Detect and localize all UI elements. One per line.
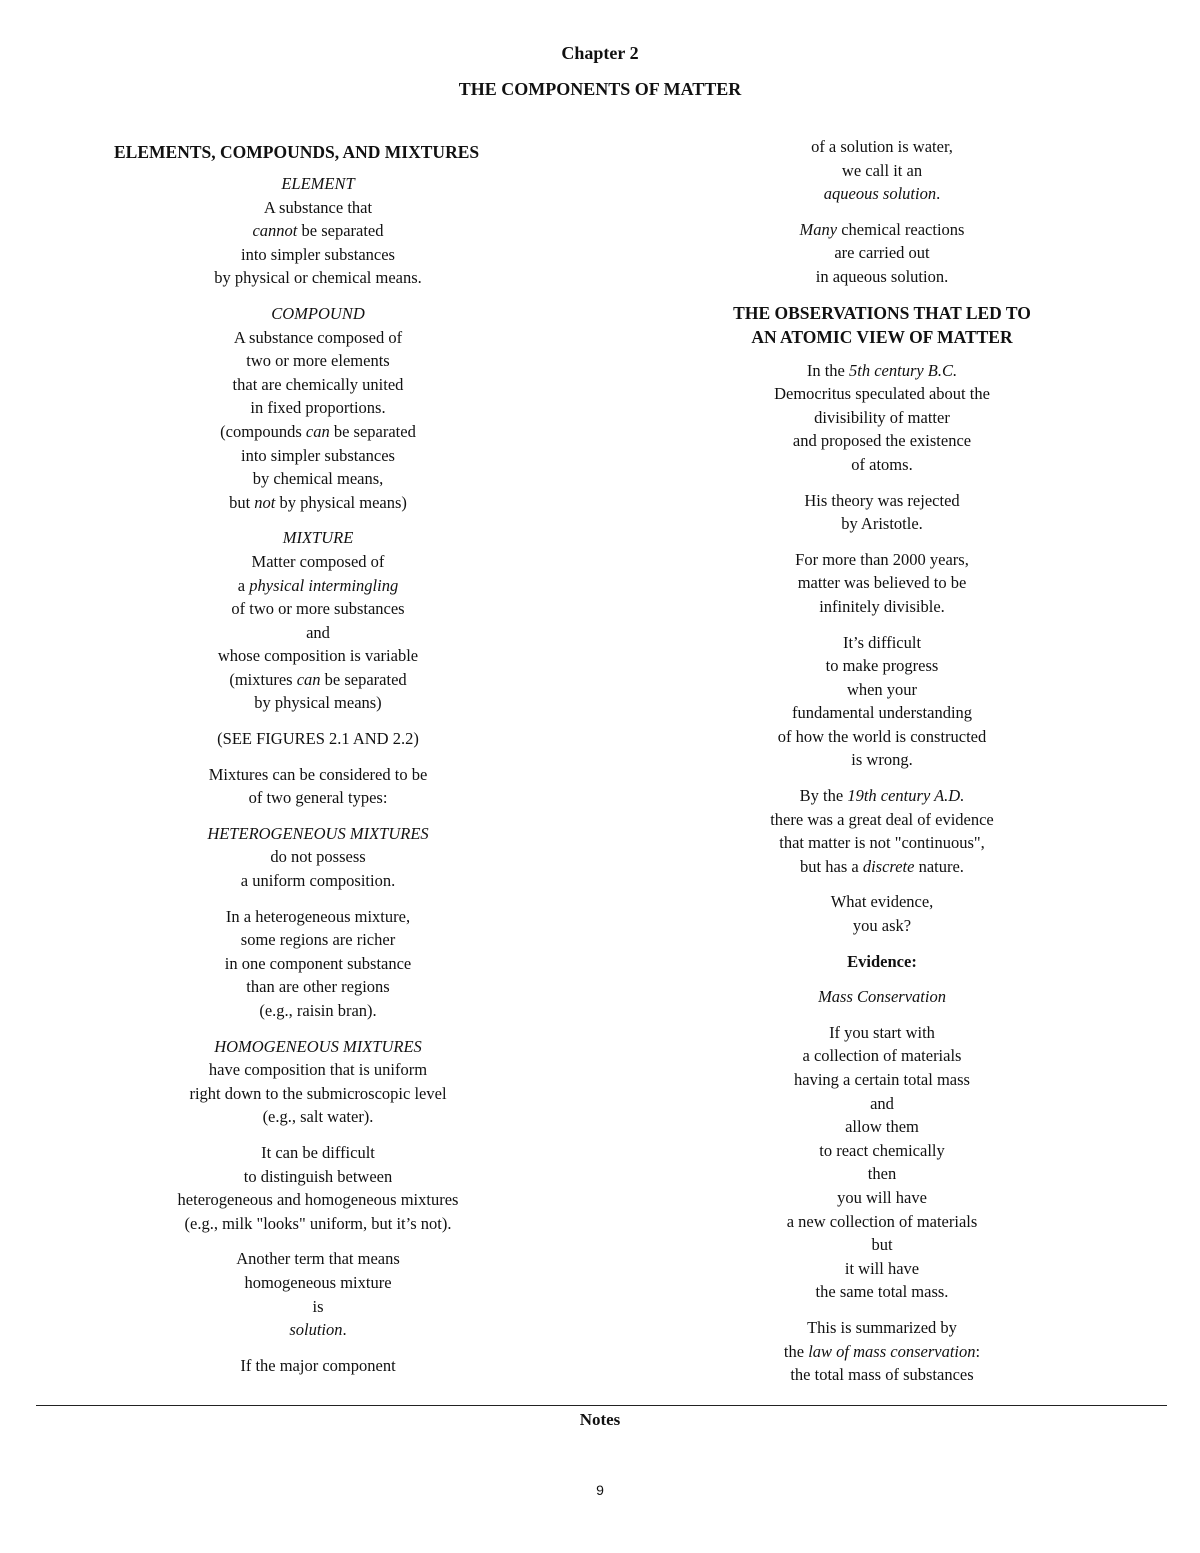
compound-term: COMPOUND <box>271 303 365 323</box>
left-column <box>88 140 548 1389</box>
text-line: you ask? <box>852 916 912 936</box>
text-line: of a solution is water, <box>811 137 953 156</box>
mixture-types-intro <box>88 763 548 810</box>
text-line: matter was believed to be <box>797 573 967 593</box>
chapter-title: THE COMPONENTS OF MATTER <box>458 79 742 99</box>
text-line: (e.g., milk "looks" uniform, but it’s not). <box>184 1213 452 1233</box>
text-line: in aqueous solution. <box>815 266 949 286</box>
text-line: two or more elements <box>246 351 390 371</box>
element-term: ELEMENT <box>281 174 355 193</box>
emphasis: physical intermingling <box>249 575 399 595</box>
text-line: heterogeneous and homogeneous mixtures <box>177 1190 459 1210</box>
text-line: then <box>867 1164 897 1184</box>
text-fragment: but <box>229 492 255 512</box>
text-line <box>88 668 548 692</box>
emphasis: law of mass conservation <box>808 1341 976 1361</box>
text-line: into simpler substances <box>241 445 395 465</box>
text-line: If the major component <box>240 1355 396 1375</box>
text-fragment: but has a <box>800 856 863 876</box>
law-summary-paragraph <box>652 1316 1112 1387</box>
text-line <box>652 855 1112 879</box>
difficulty-note <box>88 1141 548 1235</box>
mass-conservation-paragraph <box>652 1021 1112 1304</box>
text-line: and proposed the existence <box>792 431 972 451</box>
text-line: (SEE FIGURES 2.1 AND 2.2) <box>217 729 419 749</box>
page-header <box>0 40 1200 102</box>
text-line: is <box>312 1296 324 1316</box>
text-line: It can be difficult <box>261 1142 375 1162</box>
progress-paragraph <box>652 631 1112 773</box>
text-line: right down to the submicroscopic level <box>189 1083 447 1103</box>
text-line: Mixtures can be considered to be <box>208 764 428 784</box>
emphasis: solution <box>289 1320 343 1340</box>
text-line: by chemical means, <box>252 469 384 489</box>
text-line: a uniform composition. <box>240 871 396 891</box>
chapter-label: Chapter 2 <box>561 43 639 63</box>
text-line: we call it an <box>841 160 923 180</box>
text-line: (e.g., salt water). <box>262 1107 374 1127</box>
democritus-paragraph <box>652 359 1112 477</box>
text-line <box>652 218 1112 242</box>
emphasis: 19th century A.D. <box>847 786 965 806</box>
text-line: allow them <box>845 1117 919 1137</box>
aristotle-paragraph <box>652 489 1112 536</box>
text-line: of how the world is constructed <box>777 726 987 746</box>
element-definition <box>88 172 548 290</box>
text-line: when your <box>846 679 918 699</box>
text-line: whose composition is variable <box>217 646 419 666</box>
text-line <box>652 359 1112 383</box>
major-component-note <box>88 1354 548 1378</box>
text-line: by Aristotle. <box>841 514 923 534</box>
text-fragment: In the <box>806 360 849 380</box>
text-line: there was a great deal of evidence <box>770 809 994 829</box>
divisible-paragraph <box>652 548 1112 619</box>
emphasis: Many <box>799 219 838 239</box>
text-line: it will have <box>844 1258 920 1278</box>
emphasis: not <box>254 492 276 512</box>
text-line: A substance composed of <box>233 327 403 347</box>
text-line <box>88 420 548 444</box>
text-line: a new collection of materials <box>786 1211 978 1231</box>
text-line: into simpler substances <box>241 244 395 264</box>
emphasis: can <box>305 421 330 441</box>
mixture-definition <box>88 526 548 715</box>
text-line: This is summarized by <box>807 1317 957 1337</box>
text-line: to react chemically <box>819 1140 945 1160</box>
text-line: of atoms. <box>851 454 913 474</box>
text-line <box>652 182 1112 206</box>
text-line: and <box>306 622 330 642</box>
text-line: that matter is not "continuous", <box>779 833 985 853</box>
text-line: If you start with <box>829 1022 935 1042</box>
notes-label: Notes <box>579 1410 621 1429</box>
text-line: For more than 2000 years, <box>795 549 969 569</box>
text-line: Matter composed of <box>251 551 385 571</box>
text-line: you will have <box>837 1187 927 1207</box>
text-fragment: : <box>975 1341 981 1361</box>
mixture-term: MIXTURE <box>282 528 354 548</box>
right-column <box>652 135 1112 1399</box>
emphasis: aqueous solution <box>823 184 937 204</box>
text-fragment: be separated <box>320 669 407 689</box>
text-fragment: be separated <box>329 421 416 441</box>
text-line: What evidence, <box>830 892 934 912</box>
heading-line: THE OBSERVATIONS THAT LED TO <box>733 302 1031 323</box>
section-heading-atomic-view <box>652 301 1112 349</box>
text-line: but <box>871 1235 893 1255</box>
heading-line: AN ATOMIC VIEW OF MATTER <box>751 326 1013 347</box>
text-line: than are other regions <box>246 977 390 997</box>
text-line: fundamental understanding <box>791 703 973 723</box>
text-line: in one component substance <box>224 953 412 973</box>
text-line <box>652 1340 1112 1364</box>
homogeneous-term: HOMOGENEOUS MIXTURES <box>214 1036 422 1056</box>
emphasis: discrete <box>862 856 915 876</box>
text-line: to make progress <box>825 656 939 676</box>
text-fragment: nature. <box>914 856 964 876</box>
text-fragment: a <box>237 575 250 595</box>
text-line: have composition that is uniform <box>208 1060 428 1080</box>
emphasis: 5th century B.C. <box>849 360 958 380</box>
question-paragraph <box>652 890 1112 937</box>
text-line: that are chemically united <box>232 374 404 394</box>
evidence-label: Evidence: <box>847 951 917 971</box>
text-line: A substance that <box>263 197 373 217</box>
text-line <box>88 1318 548 1342</box>
text-line: having a certain total mass <box>794 1070 970 1089</box>
text-line <box>652 784 1112 808</box>
text-fragment: chemical reactions <box>837 219 965 239</box>
text-line <box>88 574 548 598</box>
text-fragment: . <box>936 184 941 204</box>
text-fragment: (mixtures <box>229 669 297 689</box>
text-line: Democritus speculated about the <box>774 384 990 404</box>
heterogeneous-term: HETEROGENEOUS MIXTURES <box>207 823 429 843</box>
reactions-note <box>652 218 1112 289</box>
text-fragment: By the <box>799 786 848 806</box>
compound-definition <box>88 302 548 514</box>
text-line: the same total mass. <box>815 1282 949 1302</box>
text-line <box>88 219 548 243</box>
nineteenth-century-paragraph <box>652 784 1112 878</box>
mass-conservation-label: Mass Conservation <box>818 987 946 1007</box>
text-line: of two general types: <box>248 788 388 808</box>
text-line: Another term that means <box>236 1249 400 1269</box>
text-line: some regions are richer <box>240 930 396 950</box>
text-line: divisibility of matter <box>814 407 950 427</box>
section-heading-elements: ELEMENTS, COMPOUNDS, AND MIXTURES <box>114 142 480 162</box>
text-line: His theory was rejected <box>804 490 960 510</box>
heterogeneous-explanation <box>88 905 548 1023</box>
see-figures-note <box>88 727 548 751</box>
text-line: to distinguish between <box>243 1166 393 1186</box>
heterogeneous-definition <box>88 822 548 893</box>
text-fragment: be separated <box>297 221 384 241</box>
text-line: and <box>870 1093 894 1113</box>
text-line: It’s difficult <box>842 632 922 652</box>
text-line <box>88 491 548 515</box>
text-line: the total mass of substances <box>790 1365 974 1385</box>
text-fragment: by physical means) <box>275 492 407 512</box>
mass-conservation-term <box>652 985 1112 1009</box>
notes-divider <box>36 1405 1167 1406</box>
text-line: a collection of materials <box>802 1046 962 1066</box>
text-line: by physical means) <box>254 693 382 713</box>
text-line: by physical or chemical means. <box>214 268 422 288</box>
text-line: are carried out <box>834 243 930 263</box>
text-line: homogeneous mixture <box>244 1272 392 1292</box>
solution-term-note <box>88 1247 548 1341</box>
emphasis: can <box>296 669 321 689</box>
aqueous-solution-note <box>652 135 1112 206</box>
emphasis: cannot <box>252 221 298 241</box>
text-fragment: the <box>783 1341 809 1361</box>
homogeneous-definition <box>88 1035 548 1129</box>
text-line: do not possess <box>270 847 366 867</box>
evidence-heading <box>652 950 1112 974</box>
text-fragment: . <box>342 1320 347 1340</box>
text-line: is wrong. <box>851 750 913 770</box>
page-number: 9 <box>596 1482 604 1498</box>
text-line: (e.g., raisin bran). <box>259 1001 377 1020</box>
text-line: In a heterogeneous mixture, <box>225 906 411 926</box>
text-fragment: (compounds <box>220 421 306 441</box>
text-line: in fixed proportions. <box>250 398 386 418</box>
text-line: of two or more substances <box>231 599 405 619</box>
text-line: infinitely divisible. <box>819 596 945 616</box>
